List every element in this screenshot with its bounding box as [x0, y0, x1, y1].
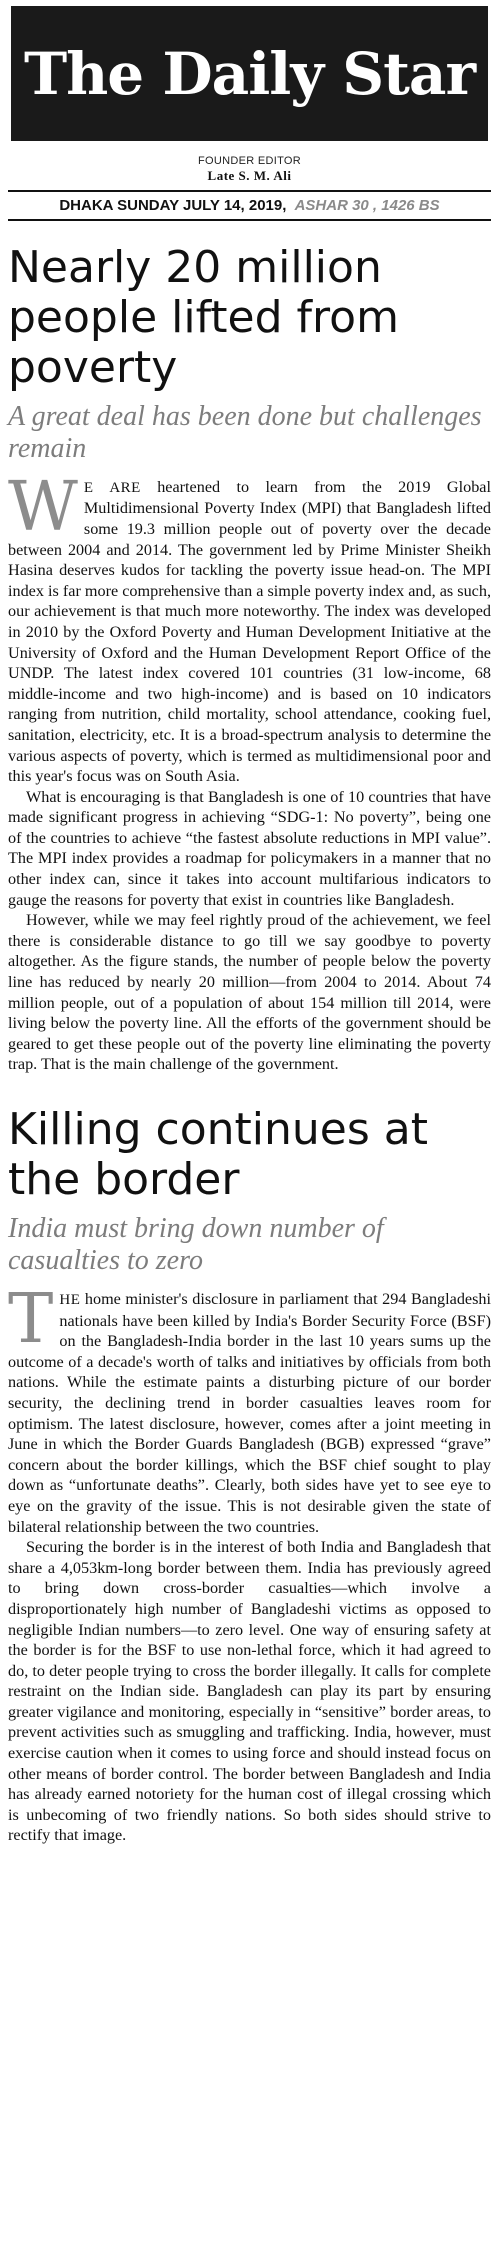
newspaper-page [0, 6, 499, 2250]
editorial-headline: Nearly 20 million people lifted from poverty [8, 241, 399, 393]
editorial-subhead: India must bring down number of casualties to zero [8, 1213, 384, 1276]
masthead-logo: The Daily Star [23, 39, 476, 108]
editorial-subhead: A great deal has been done but challenges remain [8, 400, 482, 464]
editorial-paragraph: Securing the border is in the interest of both India and Bangladesh that share a 4,053km-long border between them. India has previously agreed to bring down cross-border casualties—which involve a disproportionately high number of Bangladeshi victims as opposed to negligible Indian numbers—to zero level. One way of ensuring safety at the border is for the BSF to use non-lethal force, which it had agreed to do, to deter people trying to cross the border illegally. It calls for complete restraint on the Indian side. Bangladesh can play its part by ensuring greater vigilance and monitoring, especially in “sensitive” border areas, to prevent activities such as smuggling and trafficking. India, however, must exercise caution when it comes to using force and should instead focus on other means of border control. The border between Bangladesh and India has already earned notoriety for the human cost of illegal crossing which is unbecoming of two friendly nations. So both sides should strive to rectify that image. [8, 1538, 491, 1845]
editorial-body [8, 1280, 491, 1846]
masthead [11, 6, 488, 141]
dateline-bangla-date: ASHAR 30 , 1426 BS [294, 196, 440, 214]
dateline [8, 190, 491, 221]
editorial-paragraph: WE ARE heartened to learn from the 2019 Global Multidimensional Poverty Index (MPI) that Bangladesh lifted some 19.3 million people out of poverty over the decade between 2004 and 2014. The government led by Prime Minister Sheikh Hasina deserves kudos for tackling the poverty issue head-on. The MPI index is far more comprehensive than a simple poverty index and, as such, our achievement is that much more noteworthy. The index was developed in 2010 by the Oxford Poverty and Human Development Initiative at the University of Oxford and the Human Development Report Office of the UNDP. The latest index covered 101 countries (31 low-income, 68 middle-income and two high-income) and is based on 10 indicators ranging from nutrition, child mortality, school attendance, cooking fuel, sanitation, electricity, etc. It is a broad-spectrum analysis to determine the various aspects of poverty, which is termed as multidimensional poor and this year's focus was on South Asia. [8, 467, 491, 786]
editorial-border-killing [8, 1105, 491, 1846]
editorial-body [8, 467, 491, 1075]
editorial-poverty [8, 243, 491, 1075]
founder-credit [8, 155, 491, 184]
founder-label: FOUNDER EDITOR [197, 155, 301, 167]
editorial-headline: Killing continues at the border [8, 1104, 428, 1205]
lead-in: HE [59, 1292, 81, 1308]
lead-in: E ARE [83, 479, 141, 496]
editorial-paragraph: What is encouraging is that Bangladesh is one of 10 countries that have made significant progress in achieving “SDG-1: No poverty”, being one of the countries to achieve “the fastest absolute reductions in MPI value”. The MPI index provides a roadmap for policymakers in a manner that no other index can, since it takes into account multifarious indicators to gauge the reasons for poverty that exist in countries like Bangladesh. [8, 787, 491, 909]
editorial-paragraph: However, while we may feel rightly proud of the achievement, we feel there is considerable distance to go till we say goodbye to poverty altogether. As the figure stands, the number of people below the poverty line has reduced by nearly 20 million—from 2004 to 2014. About 74 million people, out of a population of about 154 million till 2014, were living below the poverty line. All the efforts of the government should be geared to get these people out of the poverty line eliminating the poverty trap. That is the main challenge of the government. [8, 911, 491, 1074]
drop-cap: T [8, 1280, 54, 1359]
dateline-date: DHAKA SUNDAY JULY 14, 2019, [59, 196, 287, 214]
drop-cap: W [8, 467, 78, 547]
founder-name: Late S. M. Ali [207, 168, 292, 184]
editorial-paragraph: THE home minister's disclosure in parliament that 294 Bangladeshi nationals have been killed by India's Border Security Force (BSF) on the Bangladesh-India border in the last 10 years sums up the outcome of a decade's worth of talks and initiatives by officials from both nations. While the estimate paints a disturbing picture of our border security, the declining trend in border casualties leaves room for optimism. The latest disclosure, however, comes after a joint meeting in June in which the Border Guards Bangladesh (BGB) expressed “grave” concern about the border killings, which the BSF chief sought to play down as “unfortunate deaths”. Clearly, both sides have yet to see eye to eye on the gravity of the issue. This is not desirable given the state of bilateral relationship between the two countries. [8, 1280, 491, 1536]
